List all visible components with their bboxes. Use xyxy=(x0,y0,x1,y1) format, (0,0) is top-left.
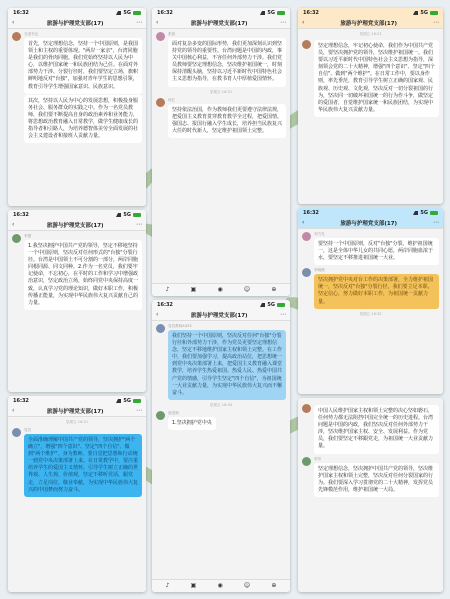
signal-icon xyxy=(116,399,121,403)
message-bubble[interactable]: 首先，坚定理想信念，坚持一个中国原则，是我国领土和主权的重要体现。"两岸一家亲"，台湾同胞是我们的骨肉同胞。我们党始终坚持以人民为中心，以维护国家统一和民族团结为己任。在面对外部势力干涉、分裂行径时，我们要坚定立场，旗帜鲜明地反对"台独"，加强对青年学生的思想引领，教育引导学生增强国家意识、民族意识。 xyxy=(24,38,142,94)
message xyxy=(156,411,286,430)
more-icon[interactable]: ⋯ xyxy=(433,18,439,26)
message xyxy=(156,98,286,138)
avatar[interactable] xyxy=(156,98,165,107)
chat-header xyxy=(298,17,443,29)
message-bubble[interactable]: 面对复杂多变的国际形势，我们更加深刻认识到坚持党的领导的重要性。台湾问题是中国的内政，事关中国核心利益，不容任何外部势力干涉。我们党员教师要坚定理想信念，坚决维护祖国统一，时刻保持清醒头脑，坚持以习近平新时代中国特色社会主义思想为指导，在教书育人中厚植爱国情怀。 xyxy=(168,38,286,87)
signal-icon xyxy=(413,11,418,15)
chevron-left-icon[interactable]: ‹ xyxy=(12,406,15,414)
image-icon[interactable]: ▣ xyxy=(190,582,197,589)
message-bubble[interactable]: 全面准确理解中国共产党的领导，坚决拥护"两个确立"，增强"四个意识"、坚定"四个自信"、做到"两个维护"。身为教师，要自觉把思想和行动统一到党中央决策部署上来。在日常教学中，要注重培养学生的爱国主义情怀，引导学生树立正确的世界观、人生观、价值观，坚定不移听党话、跟党走，立足岗位，敬业奉献，为实现中华民族伟大复兴的中国梦而努力奋斗。 xyxy=(24,434,142,497)
chat-header xyxy=(298,217,443,229)
battery-icon xyxy=(133,11,141,15)
chevron-left-icon[interactable]: ‹ xyxy=(302,18,305,26)
message-bubble[interactable]: 1.我坚决拥护中国共产党的领导，坚定不移地坚持一个中国原则，坚决反对任何形式的"台独"分裂行径。台湾是中国领土不可分割的一部分，两岸同胞同根同源、同文同种。2.作为一名党员，我们要牢记使命，不忘初心，在平时的工作和学习中增强政治意识，坚定政治立场，始终同党中央保持高度一致，认真学习党的理论知识，做好本职工作，积极传播正能量，为实现中华民族伟大复兴贡献自己的力量。 xyxy=(24,240,142,310)
status-bar: 16:32 5G xyxy=(8,396,146,405)
battery-icon xyxy=(133,213,141,217)
message xyxy=(156,324,286,400)
chat-header xyxy=(152,309,290,321)
avatar[interactable] xyxy=(302,268,311,277)
timestamp: 星期五 16:21 xyxy=(359,32,382,36)
avatar[interactable] xyxy=(156,411,165,420)
timestamp: 星期五 16:21 xyxy=(65,420,89,424)
message-bubble[interactable]: 坚定理想信念，坚决拥护中国共产党的领导，坚决维护国家主权和领土完整，坚决反对任何分裂国家的行为。我们要深入学习贯彻党的二十大精神，发挥党员先锋模范作用，维护祖国统一大局。 xyxy=(314,463,439,497)
group-title: 旅游与护理党支部(17) xyxy=(46,408,104,415)
group-title: 旅游与护理党支部(17) xyxy=(340,220,398,227)
message-bubble[interactable]: 我们坚持一个中国原则，坚决反对任何"台独"分裂行径和外部势力干涉，作为党员更要坚定理想信念，坚定不移地维护国家主权和领土完整。在工作中，我们要加强学习，提高政治站位，把思想统一到党中央决策部署上来，把爱国主义教育融入课堂教学，培养学生热爱祖国、热爱人民、热爱中国共产党的情感，引导学生坚定"四个自信"，为祖国统一大业贡献力量，为实现中华民族伟大复兴而不懈奋斗。 xyxy=(168,330,286,400)
message-bubble[interactable]: 要坚持一个中国原则，反对"台独"分裂，维护祖国统一，这是全体中华儿女的共同心愿，两岸同胞血浓于水，要坚定不移推进祖国统一大业。 xyxy=(314,238,439,265)
emoji-icon[interactable]: ☺ xyxy=(243,582,251,589)
message-bubble[interactable]: 坚持依法治国，作为教师我们更要遵守法律法规，把爱国主义教育贯穿教育教学全过程，把爱国情、强国志、报国行融入学生成长，培养担当民族复兴大任的时代新人，坚定维护祖国领土完整。 xyxy=(168,104,286,138)
avatar[interactable] xyxy=(12,234,21,243)
image-icon[interactable]: ▣ xyxy=(190,286,197,293)
timestamp: 星期五 16:34 xyxy=(209,402,233,407)
timestamp: 星期五 16:32 xyxy=(359,311,382,316)
status-bar: 16:32 5G xyxy=(298,208,443,217)
message xyxy=(302,404,439,454)
battery-icon xyxy=(430,211,438,215)
message-bubble[interactable]: 坚定理想信念，牢记初心使命，我们作为中国共产党员，要坚决拥护党的领导，坚决维护祖国统一。我们要以习近平新时代中国特色社会主义思想为指导，深刻领会党的二十大精神，增强"四个意识"、坚定"四个自信"、做到"两个维护"。在日常工作中，要以身作则，率先垂范，教育引导学生树立正确的国家观、民族观、历史观、文化观，坚决反对一切分裂祖国的行为，坚决同一切破坏祖国统一的行为作斗争，做坚定的爱国者，自觉维护国家统一和民族团结，为实现中华民族伟大复兴贡献力量。 xyxy=(314,40,439,117)
sender-name: 党员教师4423 xyxy=(168,324,192,328)
timestamp: 星期五 16:21 xyxy=(209,89,233,94)
chat-header xyxy=(152,17,290,29)
avatar[interactable] xyxy=(302,232,311,241)
emoji-icon[interactable]: ☺ xyxy=(243,286,251,293)
chat-screenshot-4 xyxy=(152,8,290,296)
avatar[interactable] xyxy=(12,428,21,437)
chat-screenshot-7 xyxy=(298,208,443,394)
chat-screenshot-5 xyxy=(152,300,290,592)
sender-name: 李晓媛 xyxy=(314,268,325,273)
signal-icon xyxy=(260,303,265,307)
message xyxy=(302,457,439,497)
message-bubble[interactable]: 1.坚决拥护党中央 xyxy=(168,417,216,430)
sender-name: 何红 xyxy=(168,97,176,102)
input-toolbar xyxy=(152,283,290,296)
camera-icon[interactable]: ◉ xyxy=(217,582,223,589)
avatar[interactable] xyxy=(156,324,165,333)
message xyxy=(12,32,142,143)
avatar[interactable] xyxy=(302,404,311,413)
chat-header xyxy=(8,405,146,417)
group-title: 旅游与护理党支部(17) xyxy=(46,20,104,27)
signal-icon xyxy=(260,11,265,15)
more-icon[interactable]: ⋯ xyxy=(136,406,142,414)
message-bubble[interactable]: 中国人民维护国家主权和领土完整的决心坚如磐石，任何势力都无法阻挡中国完全统一的历史进程。台湾问题是中国的内政，我们坚决反对任何外部势力干涉，坚决维护国家主权、安全、发展利益。作为党员，我们要坚定不移跟党走，为祖国统一大业贡献力量。 xyxy=(314,405,439,454)
avatar[interactable] xyxy=(12,32,21,41)
group-title: 旅游与护理党支部(17) xyxy=(190,20,248,27)
group-title: 旅游与护理党支部(17) xyxy=(190,312,248,319)
group-title: 旅游与护理党支部(17) xyxy=(46,222,104,229)
mic-icon[interactable]: ♪ xyxy=(165,286,170,293)
chevron-left-icon[interactable]: ‹ xyxy=(302,218,305,226)
sender-name: 党员 xyxy=(24,428,32,432)
battery-icon xyxy=(133,399,141,403)
status-bar: 16:32 5G xyxy=(8,210,146,219)
message xyxy=(12,234,142,310)
chat-screenshot-3 xyxy=(8,396,146,592)
group-title: 旅游与护理党支部(17) xyxy=(340,20,398,27)
message xyxy=(12,428,142,497)
message-bubble[interactable]: 其次，坚持以人民为中心的发展思想，积极投身服务社会、服务群众的实践之中。作为一名党员教师，我们要不断提高自身的政治素养和业务能力，将思想政治教育融入日常教学，做学生健康成长的指导者和引路人，为培养德智体美劳全面发展的社会主义建设者和接班人贡献力量。 xyxy=(24,95,142,144)
chat-screenshot-8 xyxy=(298,398,443,592)
chevron-left-icon[interactable]: ‹ xyxy=(156,310,159,318)
chevron-left-icon[interactable]: ‹ xyxy=(156,18,159,26)
more-icon[interactable]: ⋯ xyxy=(136,18,142,26)
message xyxy=(302,40,439,117)
message xyxy=(156,32,286,87)
more-icon[interactable]: ⋯ xyxy=(280,310,286,318)
sender-name: 李芳 xyxy=(314,456,322,461)
chat-screenshot-6 xyxy=(298,8,443,204)
avatar[interactable] xyxy=(302,40,311,49)
more-icon[interactable]: ⋯ xyxy=(280,18,286,26)
chevron-left-icon[interactable]: ‹ xyxy=(12,220,15,228)
more-icon[interactable]: ⋯ xyxy=(433,218,439,226)
message xyxy=(302,268,439,308)
more-icon[interactable]: ⋯ xyxy=(136,220,142,228)
chevron-left-icon[interactable]: ‹ xyxy=(12,18,15,26)
chat-screenshot-2 xyxy=(8,210,146,392)
status-bar: 16:32 5G xyxy=(152,300,290,309)
signal-icon xyxy=(116,11,121,15)
plus-icon[interactable]: ⊕ xyxy=(271,582,277,589)
status-bar: 16:32 5G xyxy=(8,8,146,17)
sender-name: 周老师 xyxy=(168,410,179,415)
message xyxy=(302,232,439,265)
plus-icon[interactable]: ⊕ xyxy=(271,286,277,293)
battery-icon xyxy=(277,303,285,307)
camera-icon[interactable]: ◉ xyxy=(217,286,223,293)
chat-screenshot-1 xyxy=(8,8,146,206)
sender-name: 支部书记 xyxy=(24,32,39,36)
chat-header xyxy=(8,219,146,231)
signal-icon xyxy=(116,213,121,217)
message-bubble[interactable]: 坚决拥护党中央对台工作的决策部署，全力维护祖国统一，坚决反对"台独"分裂行径，我们要立足本职、坚定信心，努力做好本职工作，为祖国统一贡献力量。 xyxy=(314,274,439,308)
chat-header xyxy=(8,17,146,29)
avatar[interactable] xyxy=(156,32,165,41)
signal-icon xyxy=(413,211,418,215)
battery-icon xyxy=(277,11,285,15)
sender-name: 刘力先 xyxy=(314,232,325,236)
battery-icon xyxy=(430,11,438,15)
status-bar: 16:32 5G xyxy=(298,8,443,17)
sender-name: 李慧 xyxy=(24,234,32,238)
mic-icon[interactable]: ♪ xyxy=(165,582,170,589)
input-toolbar xyxy=(152,579,290,592)
avatar[interactable] xyxy=(302,457,311,466)
sender-name: 张凯 xyxy=(168,32,176,36)
status-bar: 16:32 5G xyxy=(152,8,290,17)
